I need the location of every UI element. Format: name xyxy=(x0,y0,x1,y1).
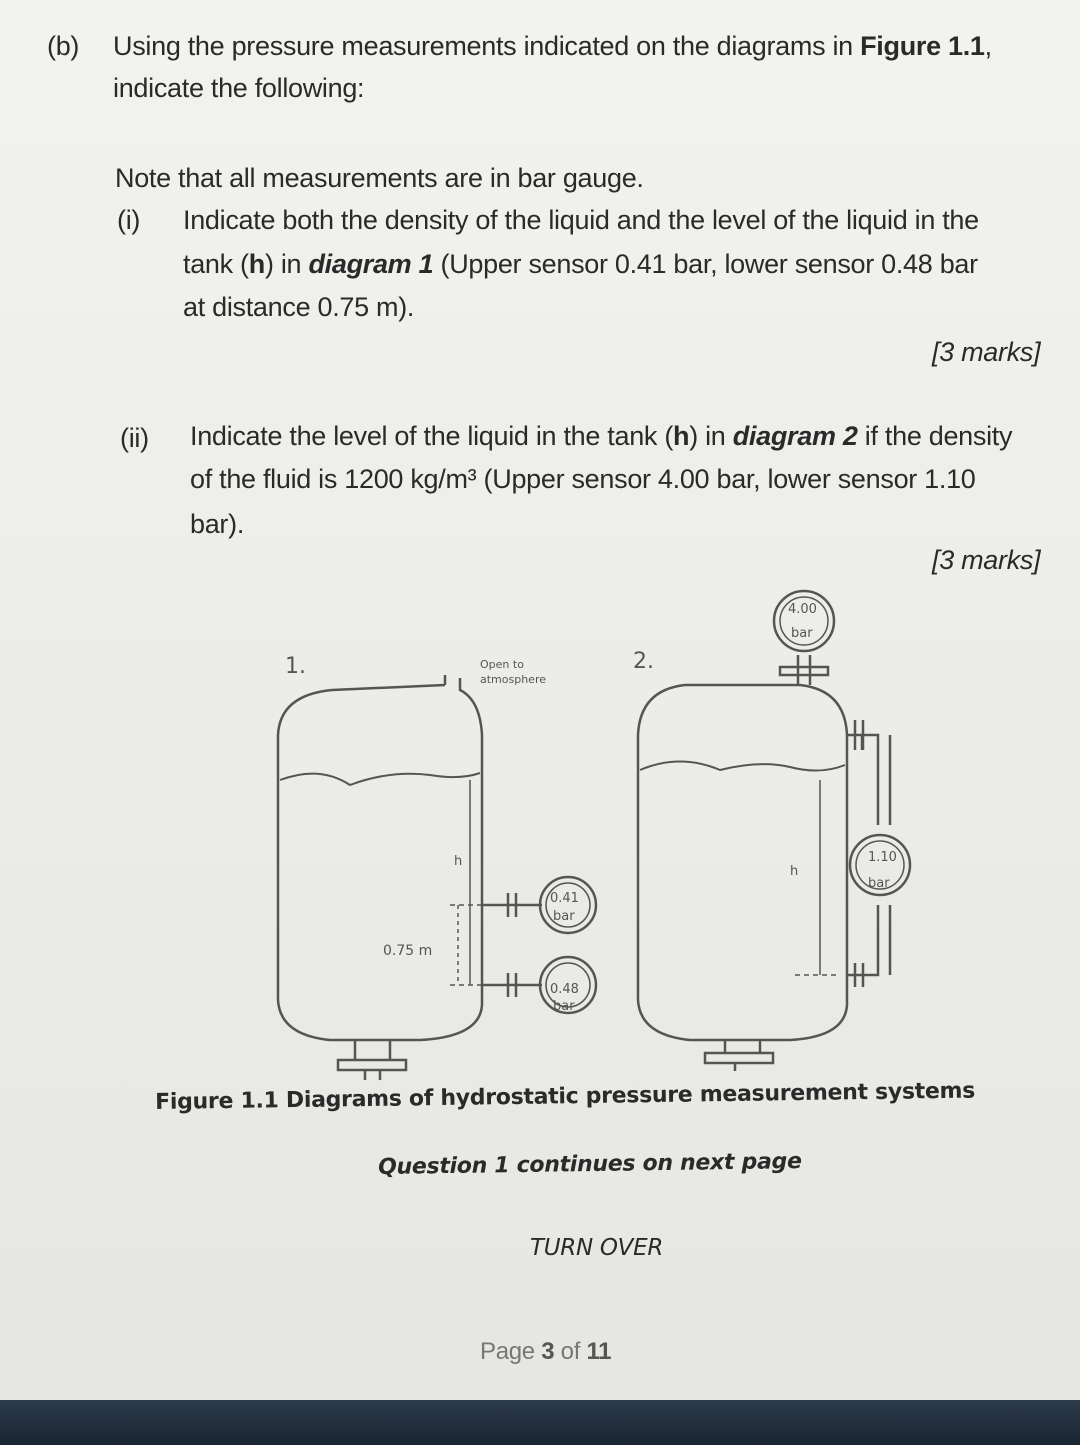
gauge-4-00-value: 4.00 xyxy=(788,602,817,617)
question-ii-line-1 xyxy=(190,420,1012,452)
gauge-1-10-unit: bar xyxy=(868,876,890,891)
atmosphere-label: atmosphere xyxy=(480,673,546,686)
gauge-1-10-value: 1.10 xyxy=(868,850,897,865)
q-i-h: h xyxy=(248,249,265,279)
gauge-0-41-value: 0.41 xyxy=(550,891,579,906)
question-i-line-2 xyxy=(183,248,978,280)
page-middle: of xyxy=(554,1338,587,1365)
q-i-text-a: tank ( xyxy=(183,249,249,279)
question-ii-label: (ii) xyxy=(120,423,149,453)
note-text: Note that all measurements are in bar gauge. xyxy=(115,163,644,193)
part-b-line-2: indicate the following: xyxy=(113,73,365,103)
hydrostatic-diagrams xyxy=(250,575,950,1095)
diagram-1-tank xyxy=(278,675,542,1080)
question-ii-line-2: of the fluid is 1200 kg/m³ (Upper sensor 4.00 bar, lower sensor 1.10 xyxy=(190,464,976,494)
open-to-label: Open to xyxy=(480,658,524,671)
q-i-text-c: (Upper sensor 0.41 bar, lower sensor 0.48 bar xyxy=(433,249,978,279)
gauge-4-00-unit: bar xyxy=(791,626,813,641)
gauge-0-48-value: 0.48 xyxy=(550,982,579,997)
diagram-2-tank xyxy=(638,655,890,1071)
part-b-line-1 xyxy=(113,30,992,62)
question-ii-line-3: bar). xyxy=(190,509,245,539)
question-i-marks: [3 marks] xyxy=(932,337,1041,367)
part-b-line-1-text: Using the pressure measurements indicated on the diagrams in xyxy=(113,31,861,61)
distance-label: 0.75 m xyxy=(383,943,433,959)
continues-note: Question 1 continues on next page xyxy=(378,1149,802,1180)
figure-caption: Figure 1.1 Diagrams of hydrostatic pressure measurement systems xyxy=(155,1078,976,1115)
page-current: 3 xyxy=(541,1338,555,1365)
question-ii-marks: [3 marks] xyxy=(932,545,1041,575)
page-number xyxy=(480,1338,611,1367)
q-i-diagram-ref: diagram 1 xyxy=(308,249,434,279)
question-i-line-1: Indicate both the density of the liquid and the level of the liquid in the xyxy=(183,205,979,235)
q-ii-text-c: if the density xyxy=(857,421,1013,451)
part-b-label: (b) xyxy=(47,31,80,61)
diagram-1-number: 1. xyxy=(285,654,306,679)
question-i-label: (i) xyxy=(117,205,141,235)
diagram-2-h-label: h xyxy=(790,864,799,879)
turn-over: TURN OVER xyxy=(530,1235,664,1261)
figure-reference: Figure 1.1 xyxy=(860,31,985,61)
q-ii-text-b: ) in xyxy=(689,421,733,451)
part-b-line-1-end: , xyxy=(984,31,992,61)
page-prefix: Page xyxy=(480,1338,542,1365)
screen-bezel xyxy=(0,1400,1080,1445)
page-total: 11 xyxy=(586,1338,612,1365)
diagram-1-h-label: h xyxy=(454,854,463,869)
q-i-text-b: ) in xyxy=(264,249,309,279)
diagram-2-number: 2. xyxy=(633,649,654,674)
q-ii-text-a: Indicate the level of the liquid in the tank ( xyxy=(190,421,674,451)
q-ii-h: h xyxy=(673,421,690,451)
gauge-4-00 xyxy=(774,591,834,651)
gauge-0-41-unit: bar xyxy=(553,909,575,924)
q-ii-diagram-ref: diagram 2 xyxy=(732,421,858,451)
question-i-line-3: at distance 0.75 m). xyxy=(183,292,415,322)
gauge-0-48-unit: bar xyxy=(553,999,575,1014)
figure-1-1 xyxy=(250,575,950,1095)
